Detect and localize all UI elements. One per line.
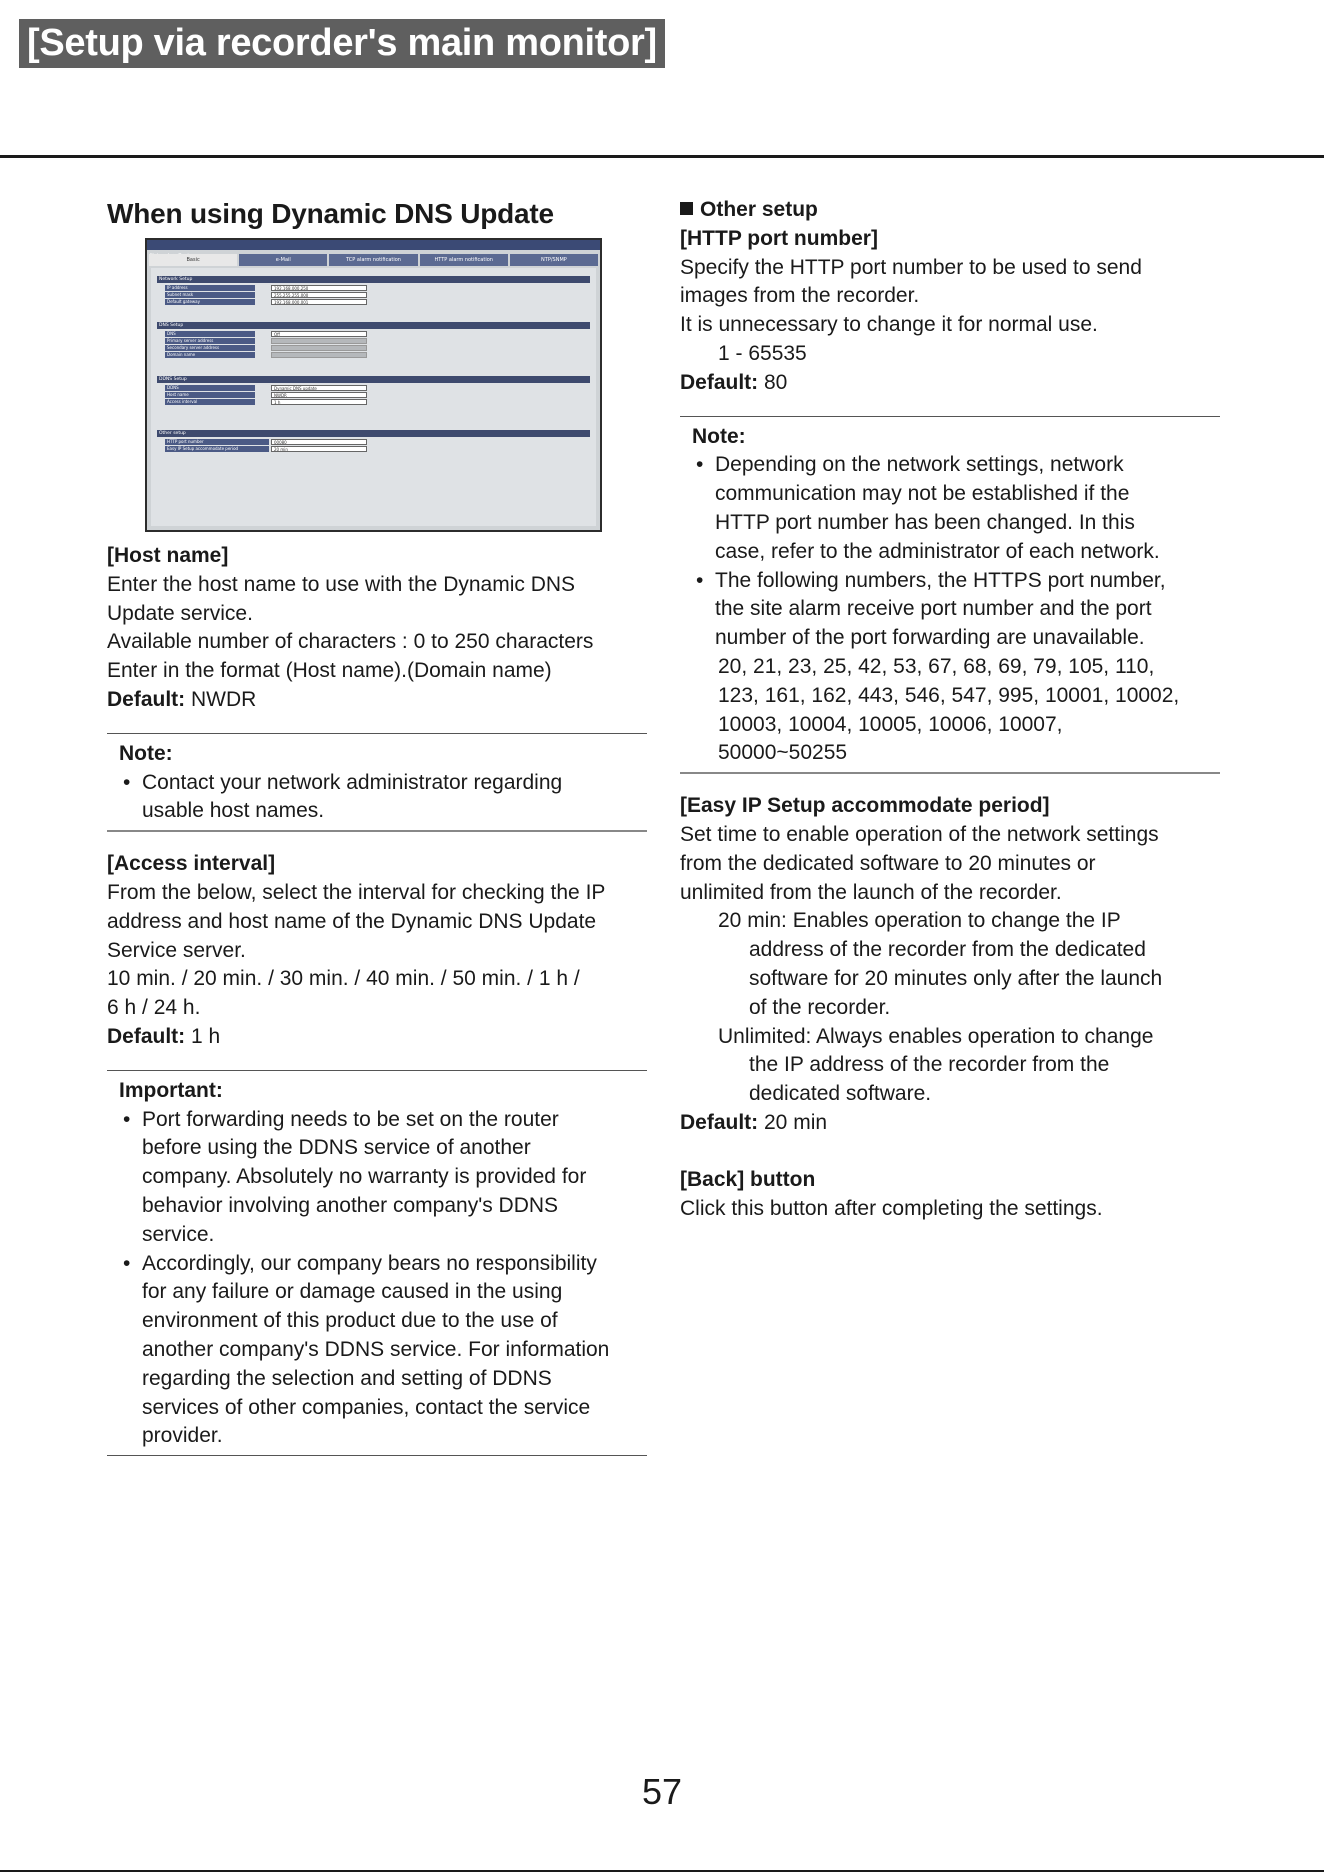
note-text: usable host names. [142, 799, 325, 823]
square-bullet-icon [680, 202, 693, 215]
important-text: another company's DDNS service. For information [142, 1337, 610, 1361]
important-text: Port forwarding needs to be set on the router [142, 1107, 559, 1131]
screenshot-tab-ntp: NTP/SNMP [510, 254, 598, 266]
note-box [680, 416, 1220, 775]
important-text: environment of this product due to the use of [142, 1309, 558, 1333]
important-box [107, 1070, 647, 1456]
important-bullet: • Accordingly, our company bears no responsibility [123, 1251, 597, 1275]
note-box [107, 733, 647, 832]
screenshot-group-other: Other setup [157, 430, 590, 437]
screenshot-row-label: Access interval [165, 399, 255, 405]
screenshot-group-network: Network Setup [157, 276, 590, 283]
screenshot-breadcrumb-bar [147, 240, 600, 250]
screenshot-row-value: 00080 [271, 439, 367, 445]
right-column [680, 196, 1220, 1223]
easy-ip-option: software for 20 minutes only after the launch [749, 966, 1163, 990]
access-interval-options: 6 h / 24 h. [107, 996, 201, 1020]
easy-ip-default [680, 1109, 1220, 1138]
http-port-text: It is unnecessary to change it for normal use. [680, 313, 1098, 337]
other-setup-label: Other setup [700, 198, 818, 221]
screenshot-group-ddns: DDNS Setup [157, 376, 590, 383]
default-label: Default: [107, 687, 186, 711]
easy-ip-option: 20 min: Enables operation to change the IP [718, 909, 1121, 933]
screenshot-row-value [271, 338, 367, 344]
http-port-default [680, 369, 1220, 398]
note-text: HTTP port number has been changed. In this [715, 510, 1135, 534]
default-value: 20 min [758, 1110, 828, 1134]
page-header-title: [Setup via recorder's main monitor] [19, 19, 665, 68]
default-value: 1 h [185, 1024, 221, 1048]
easy-ip-text: unlimited from the launch of the recorder. [680, 880, 1062, 904]
easy-ip-text: Set time to enable operation of the network settings [680, 822, 1159, 846]
http-port-heading: [HTTP port number] [680, 226, 878, 250]
screenshot-tab-email: e-Mail [239, 254, 327, 266]
host-name-text: Enter the host name to use with the Dynamic DNS [107, 572, 576, 596]
screenshot-row-value: 255.255.255.000 [271, 292, 367, 298]
screenshot-row-value: Dynamic DNS update [271, 385, 367, 391]
important-text: service. [142, 1222, 215, 1246]
important-text: for any failure or damage caused in the using [142, 1280, 563, 1304]
important-text: company. Absolutely no warranty is provided for [142, 1165, 587, 1189]
host-name-heading: [Host name] [107, 544, 229, 567]
screenshot-row-label: Secondary server address [165, 345, 255, 351]
screenshot-tab-http: HTTP alarm notification [420, 254, 508, 266]
left-column [107, 196, 647, 1456]
note-title: Note: [692, 424, 746, 448]
screenshot-row-label: Host name [165, 392, 255, 398]
back-button-heading: [Back] button [680, 1167, 816, 1191]
easy-ip-option: Unlimited: Always enables operation to change [718, 1024, 1154, 1048]
screenshot-row-label: DNS [165, 331, 255, 337]
important-bullet: • Port forwarding needs to be set on the router [123, 1107, 559, 1131]
important-text: regarding the selection and setting of DDNS [142, 1366, 552, 1390]
default-label: Default: [680, 1110, 759, 1134]
other-setup-title [680, 196, 1220, 225]
screenshot-row-label: Easy IP Setup accommodate period [165, 446, 269, 452]
port-list: 123, 161, 162, 443, 546, 547, 995, 10001, 10002, [718, 683, 1180, 707]
default-value: NWDR [185, 687, 257, 711]
host-name-default [107, 686, 647, 715]
note-bullet: • Contact your network administrator regarding [123, 770, 563, 794]
easy-ip-option: dedicated software. [749, 1082, 932, 1106]
default-label: Default: [107, 1024, 186, 1048]
screenshot-group-dns: DNS Setup [157, 322, 590, 329]
access-interval-default [107, 1023, 647, 1052]
http-port-range: 1 - 65535 [718, 341, 807, 365]
note-text: communication may not be established if the [715, 482, 1130, 506]
easy-ip-option: of the recorder. [749, 995, 891, 1019]
port-list: 10003, 10004, 10005, 10006, 10007, [718, 712, 1063, 736]
port-list: 20, 21, 23, 25, 42, 53, 67, 68, 69, 79, 105, 110, [718, 654, 1155, 678]
note-text: the site alarm receive port number and the port [715, 597, 1152, 621]
host-name-text: Available number of characters : 0 to 250 characters [107, 630, 594, 654]
important-title: Important: [119, 1078, 223, 1102]
note-text: number of the port forwarding are unavailable. [715, 626, 1145, 650]
important-text: Accordingly, our company bears no responsibility [142, 1251, 597, 1275]
http-port-text: Specify the HTTP port number to be used to send [680, 255, 1142, 279]
easy-ip-option: address of the recorder from the dedicated [749, 938, 1146, 962]
access-interval-options: 10 min. / 20 min. / 30 min. / 40 min. / 50 min. / 1 h / [107, 967, 580, 991]
screenshot-row-label: HTTP port number [165, 439, 269, 445]
screenshot-row-value: 192.168.000.001 [271, 299, 367, 305]
page-number: 57 [641, 1771, 683, 1812]
port-list: 50000~50255 [718, 741, 848, 765]
default-label: Default: [680, 370, 759, 394]
screenshot-row-value: 192.168.000.250 [271, 285, 367, 291]
screenshot-row-value: 1 h [271, 399, 367, 405]
note-text: Contact your network administrator regarding [142, 770, 563, 794]
access-interval-heading: [Access interval] [107, 852, 276, 876]
easy-ip-heading: [Easy IP Setup accommodate period] [680, 794, 1050, 818]
important-text: provider. [142, 1424, 223, 1448]
important-text: services of other companies, contact the service [142, 1395, 591, 1419]
screenshot-row-label: Primary server address [165, 338, 255, 344]
screenshot-row-value [271, 345, 367, 351]
easy-ip-option: the IP address of the recorder from the [749, 1053, 1110, 1077]
important-text: behavior involving another company's DDNS [142, 1193, 559, 1217]
screenshot-row-label: Domain name [165, 352, 255, 358]
important-text: before using the DDNS service of another [142, 1136, 531, 1160]
screenshot-panel [151, 268, 596, 526]
note-text: case, refer to the administrator of each network. [715, 539, 1160, 563]
screenshot-row-value: 20 min [271, 446, 367, 452]
note-title: Note: [119, 741, 173, 765]
default-value: 80 [758, 370, 788, 394]
screenshot-row-label: DDNS [165, 385, 255, 391]
screenshot-row-value [271, 352, 367, 358]
screenshot-tab-basic: Basic [149, 254, 237, 266]
access-interval-text: address and host name of the Dynamic DNS Update [107, 909, 597, 933]
screenshot-row-label: IP address [165, 285, 255, 291]
host-name-text: Update service. [107, 601, 253, 625]
access-interval-text: From the below, select the interval for checking the IP [107, 880, 606, 904]
header-divider [0, 155, 1324, 158]
http-port-text: images from the recorder. [680, 284, 920, 308]
note-text: Depending on the network settings, network [715, 453, 1124, 477]
host-name-text: Enter in the format (Host name).(Domain name) [107, 659, 552, 683]
screenshot-row-label: Default gateway [165, 299, 255, 305]
section-title: When using Dynamic DNS Update [107, 198, 554, 229]
screenshot-row-value: NWDR [271, 392, 367, 398]
note-bullet: • The following numbers, the HTTPS port number, [696, 568, 1166, 592]
back-button-text: Click this button after completing the settings. [680, 1196, 1103, 1220]
easy-ip-text: from the dedicated software to 20 minutes or [680, 851, 1096, 875]
note-bullet: • Depending on the network settings, network [696, 453, 1124, 477]
note-text: The following numbers, the HTTPS port number, [715, 568, 1166, 592]
access-interval-text: Service server. [107, 938, 246, 962]
screenshot-tab-tcp: TCP alarm notification [329, 254, 417, 266]
settings-screenshot [145, 238, 602, 532]
screenshot-row-label: Subnet mask [165, 292, 255, 298]
screenshot-tabs [149, 254, 598, 266]
screenshot-row-value: Off [271, 331, 367, 337]
